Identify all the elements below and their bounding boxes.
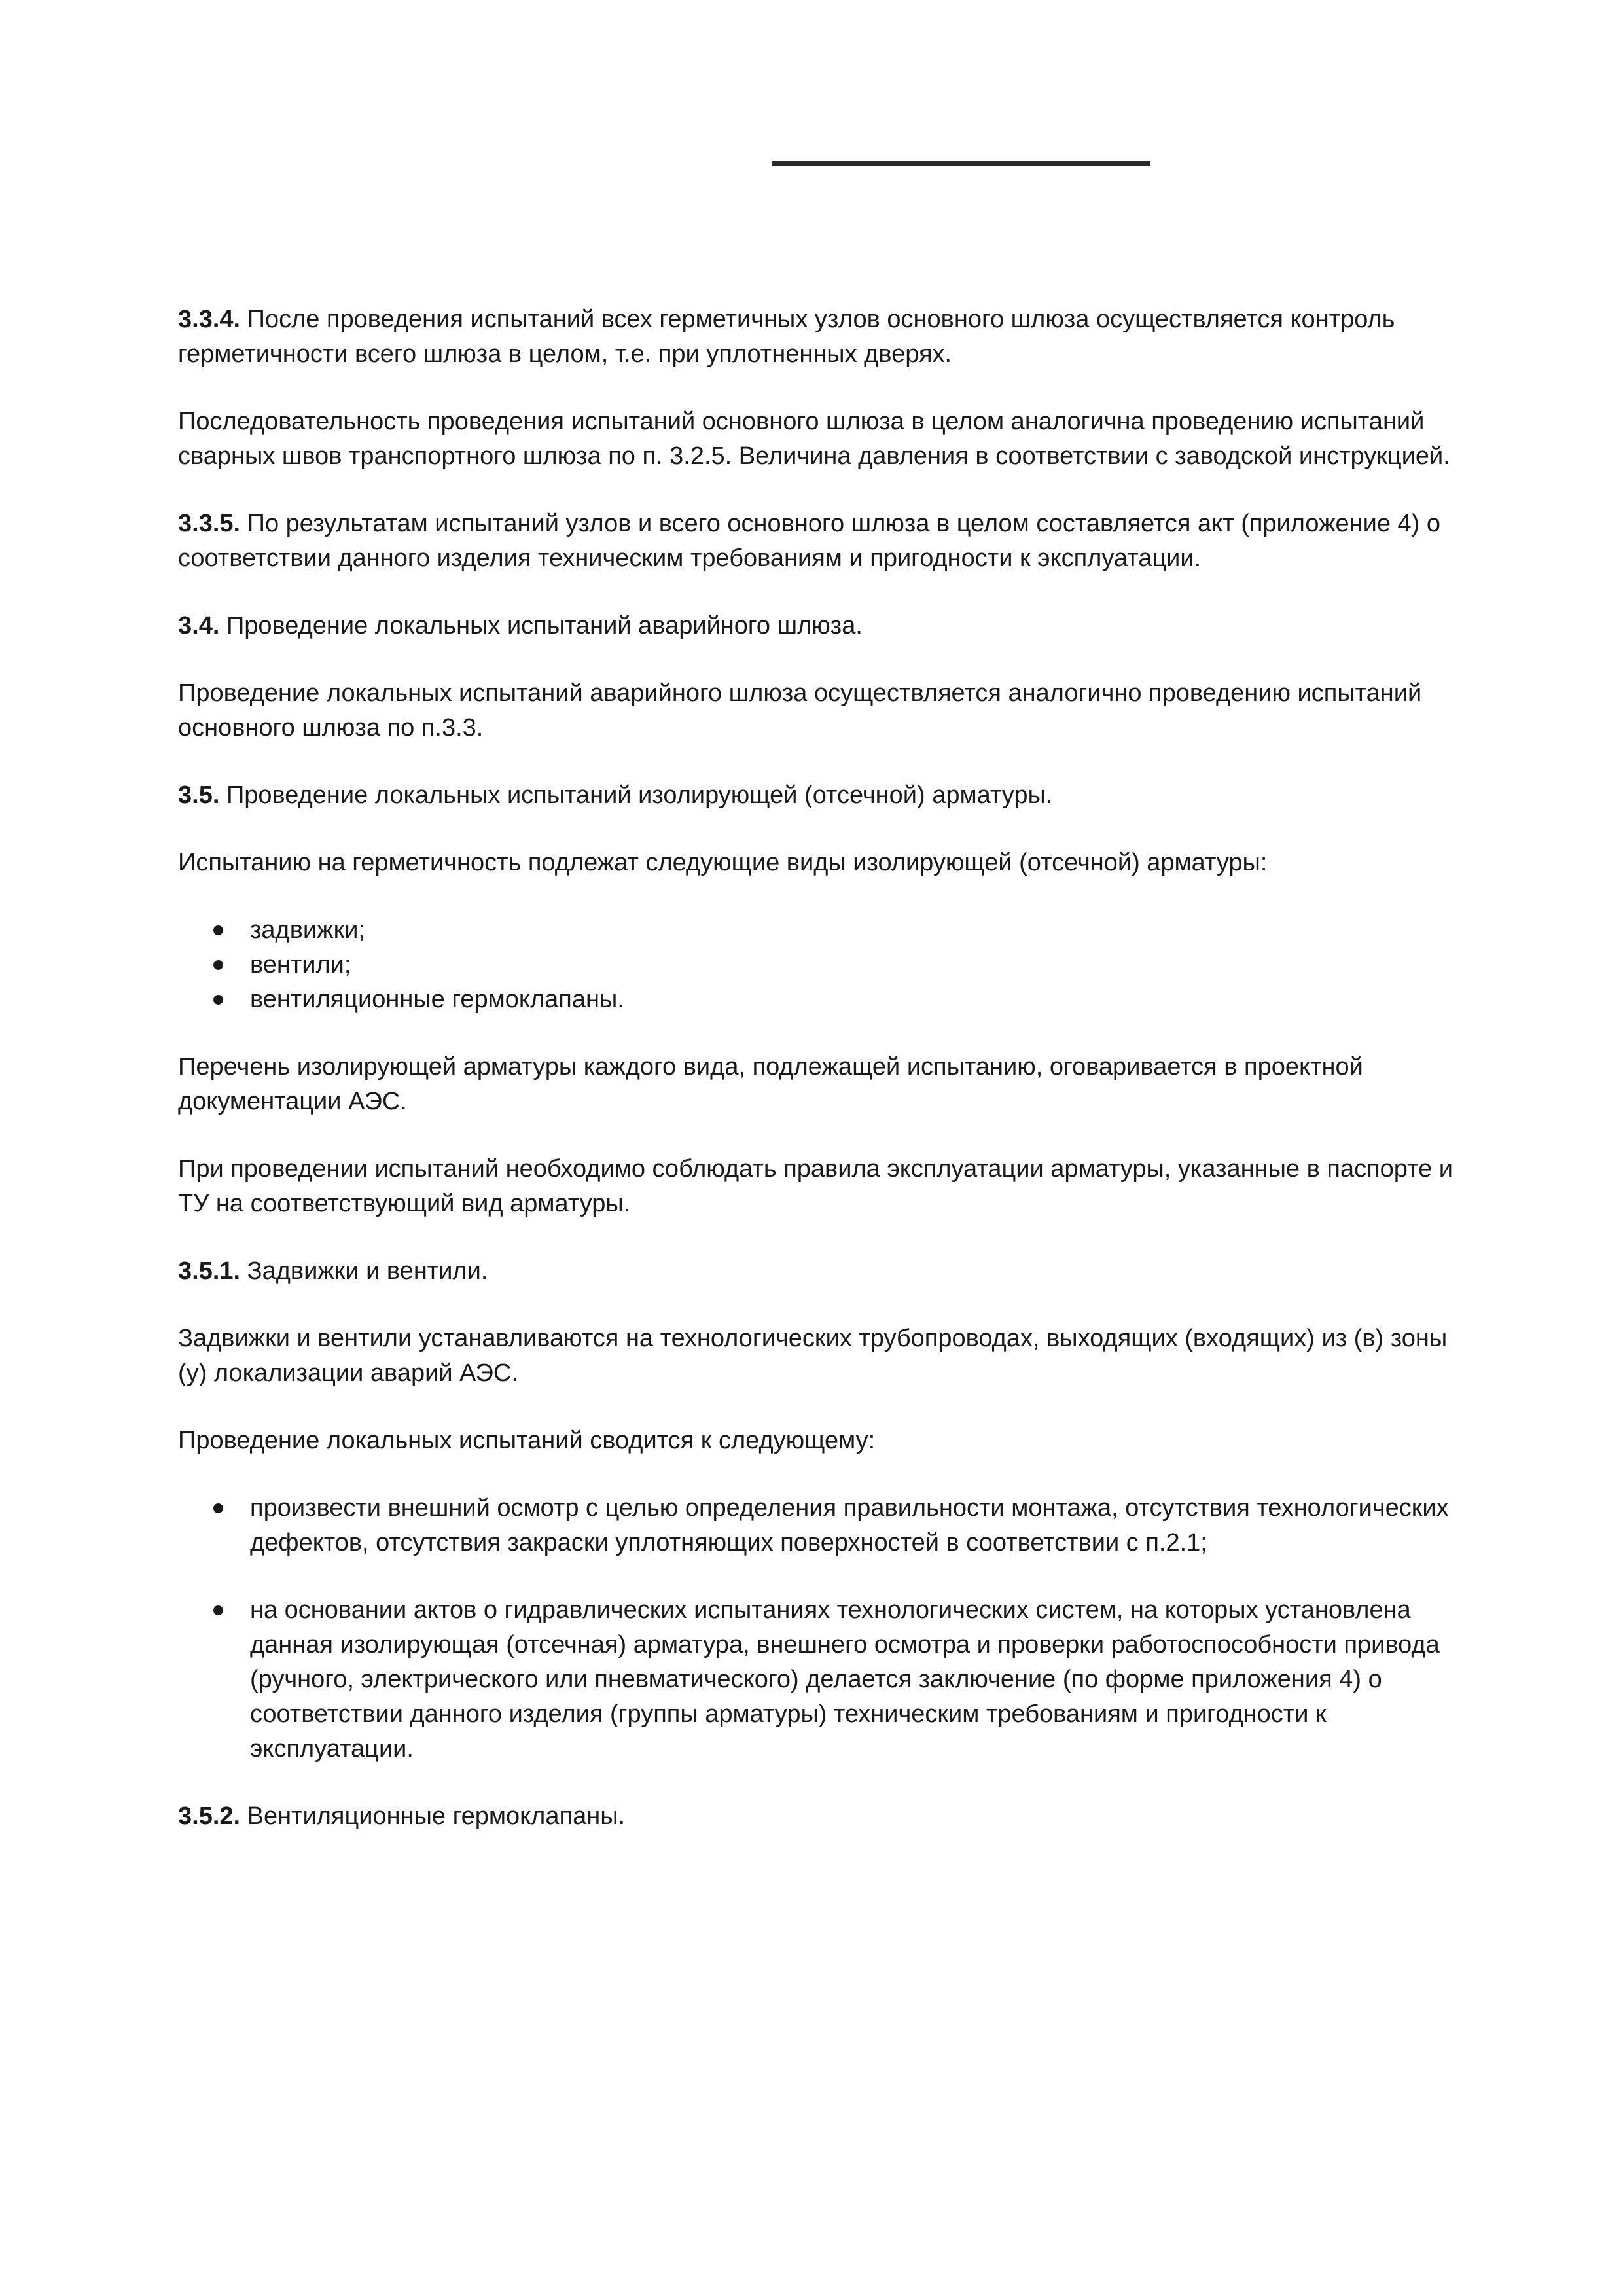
paragraph-emergency-lock	[178, 676, 1461, 745]
paragraph-text: Задвижки и вентили устанавливаются на технологических трубопроводах, выходящих (входящих) из (в) зоны (у) локализации аварий АЭС.	[178, 1325, 1448, 1387]
section-number: 3.5.2.	[178, 1803, 241, 1830]
paragraph-3-3-5	[178, 507, 1461, 576]
paragraph-text: Последовательность проведения испытаний основного шлюза в целом аналогична проведению испытаний сварных швов транспортного шлюза по п. 3.2.5. Величина давления в соответствии с заводской инструкцией.	[178, 408, 1450, 470]
heading-3-4	[178, 609, 1461, 643]
paragraph-text: При проведении испытаний необходимо соблюдать правила эксплуатации арматуры, указанные в паспорте и ТУ на соответствующий вид арматуры.	[178, 1155, 1453, 1217]
paragraph-text: По результатам испытаний узлов и всего основного шлюза в целом составляется акт (приложение 4) о соответствии данного изделия техническим требованиям и пригодности к эксплуатации.	[178, 510, 1441, 572]
paragraph-text: Задвижки и вентили.	[240, 1257, 488, 1285]
paragraph-local-tests	[178, 1424, 1461, 1458]
paragraph-text: Вентиляционные гермоклапаны.	[240, 1803, 626, 1830]
section-number: 3.5.1.	[178, 1257, 241, 1285]
paragraph-text: Проведение локальных испытаний аварийного шлюза.	[219, 612, 863, 639]
paragraph-valve-list	[178, 1050, 1461, 1119]
section-number: 3.4.	[178, 612, 220, 639]
paragraph-text: Проведение локальных испытаний сводится к следующему:	[178, 1427, 876, 1454]
valve-types-list	[178, 913, 1461, 1017]
list-item: вентили;	[250, 948, 1461, 982]
paragraph-valve-types	[178, 846, 1461, 880]
paragraph-sequence	[178, 404, 1461, 474]
heading-3-5	[178, 778, 1461, 813]
paragraph-text: Испытанию на герметичность подлежат следующие виды изолирующей (отсечной) арматуры:	[178, 849, 1268, 876]
list-item: задвижки;	[250, 913, 1461, 948]
section-number: 3.3.4.	[178, 306, 241, 333]
section-number: 3.3.5.	[178, 510, 241, 537]
paragraph-text: Проведение локальных испытаний аварийного шлюза осуществляется аналогично проведению испытаний основного шлюза по п.3.3.	[178, 679, 1422, 742]
list-item: вентиляционные гермоклапаны.	[250, 982, 1461, 1017]
paragraph-operating-rules	[178, 1152, 1461, 1221]
heading-3-5-1	[178, 1254, 1461, 1289]
paragraph-installation	[178, 1321, 1461, 1391]
section-number: 3.5.	[178, 781, 220, 809]
list-item: на основании актов о гидравлических испытаниях технологических систем, на которых установлена данная изолирующая (отсечная) арматура, внешнего осмотра и проверки работоспособности привода (ручного, электрического или пневматического) делается заключение (по форме приложения 4) о соответствии данного изделия (группы арматуры) техническим требованиям и пригодности к эксплуатации.	[250, 1593, 1461, 1767]
paragraph-text: После проведения испытаний всех герметичных узлов основного шлюза осуществляется контроль герметичности всего шлюза в целом, т.е. при уплотненных дверях.	[178, 306, 1395, 368]
document-body	[178, 302, 1461, 1867]
list-item: произвести внешний осмотр с целью определения правильности монтажа, отсутствия технологических дефектов, отсутствия закраски уплотняющих поверхностей в соответствии с п.2.1;	[250, 1491, 1461, 1560]
procedure-list	[178, 1491, 1461, 1767]
paragraph-text: Перечень изолирующей арматуры каждого вида, подлежащей испытанию, оговаривается в проектной документации АЭС.	[178, 1053, 1363, 1115]
paragraph-text: Проведение локальных испытаний изолирующей (отсечной) арматуры.	[219, 781, 1053, 809]
heading-3-5-2	[178, 1799, 1461, 1834]
header-rule	[772, 161, 1150, 166]
paragraph-3-3-4	[178, 302, 1461, 372]
